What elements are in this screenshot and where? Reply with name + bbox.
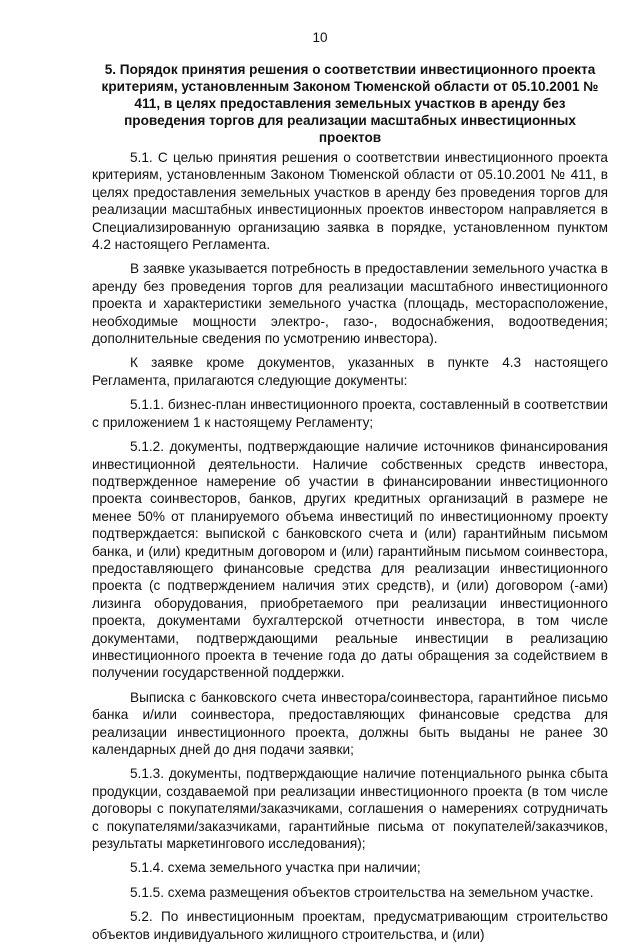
paragraph-5-2: 5.2. По инвестиционным проектам, предусматривающим строительство объектов индивидуального жилищного строительства, и (или) (92, 909, 608, 942)
paragraph-application-content: В заявке указывается потребность в предоставлении земельного участка в аренду без проведения торгов для реализации масштабного инвестиционного проекта и характеристики земельного участка (площадь, месторасположение, необходимые мощности электро-, газо-, водоснабжения, водоотведения; дополнительные сведения по усмотрению инвестора). (92, 261, 608, 347)
body-text (92, 149, 608, 950)
paragraph-5-1-2: 5.1.2. документы, подтверждающие наличие источников финансирования инвестиционной деятельности. Наличие собственных средств инвестора, подтвержденное намерение об участии в финансировании инвестиционного проекта соинвесторов, банков, других кредитных организаций в размере не менее 50% от планируемого объема инвестиций по инвестиционному проекту подтверждается: выпиской с банковского счета и (или) гарантийным письмом банка, и (или) кредитным договором и (или) гарантийным письмом соинвестора, предоставляющего финансовые средства для реализации инвестиционного проекта (с подтверждением наличия этих средств), и (или) договором (-ами) лизинга оборудования, приобретаемого при реализации инвестиционного проекта, документами бухгалтерской отчетности инвестора, в том числе документами, подтверждающими реальные инвестиции в реализацию инвестиционного проекта в течение года до даты обращения за содействием в получении государственной поддержки. (92, 439, 608, 681)
page-number: 10 (312, 30, 328, 45)
paragraph-attached-documents: К заявке кроме документов, указанных в пункте 4.3 настоящего Регламента, прилагаются следующие документы: (92, 355, 608, 388)
paragraph-5-1-4: 5.1.4. схема земельного участка при наличии; (130, 860, 421, 876)
paragraph-5-1-3: 5.1.3. документы, подтверждающие наличие потенциального рынка сбыта продукции, создаваемой при реализации инвестиционного проекта (в том числе договоры с покупателями/заказчиками, соглашения о намерениях сотрудничать с покупателями/заказчиками, гарантийные письма от покупателей/заказчиков, результаты маркетингового исследования); (92, 766, 608, 852)
section-heading: 5. Порядок принятия решения о соответствии инвестиционного проекта критериям, установленным Законом Тюменской области от 05.10.2001 № 411, в целях предоставления земельных участков в аренду без проведения торгов для реализации масштабных инвестиционных проектов (101, 62, 599, 145)
paragraph-5-1-1: 5.1.1. бизнес-план инвестиционного проекта, составленный в соответствии с приложением 1 к настоящему Регламенту; (92, 397, 608, 430)
paragraph-5-1: 5.1. С целью принятия решения о соответствии инвестиционного проекта критериям, установленным Законом Тюменской области от 05.10.2001 № 411, в целях предоставления земельных участков в аренду без проведения торгов для реализации масштабных инвестиционных проектов инвестором направляется в Специализированную организацию заявка в порядке, установленном пунктом 4.2 настоящего Регламента. (92, 150, 608, 253)
paragraph-bank-statement: Выписка с банковского счета инвестора/соинвестора, гарантийное письмо банка и/или соинвестора, предоставляющих финансовые средства для реализации инвестиционного проекта, должны быть выданы не ранее 30 календарных дней до дня подачи заявки; (92, 689, 608, 757)
paragraph-5-1-5: 5.1.5. схема размещения объектов строительства на земельном участке. (130, 884, 594, 900)
